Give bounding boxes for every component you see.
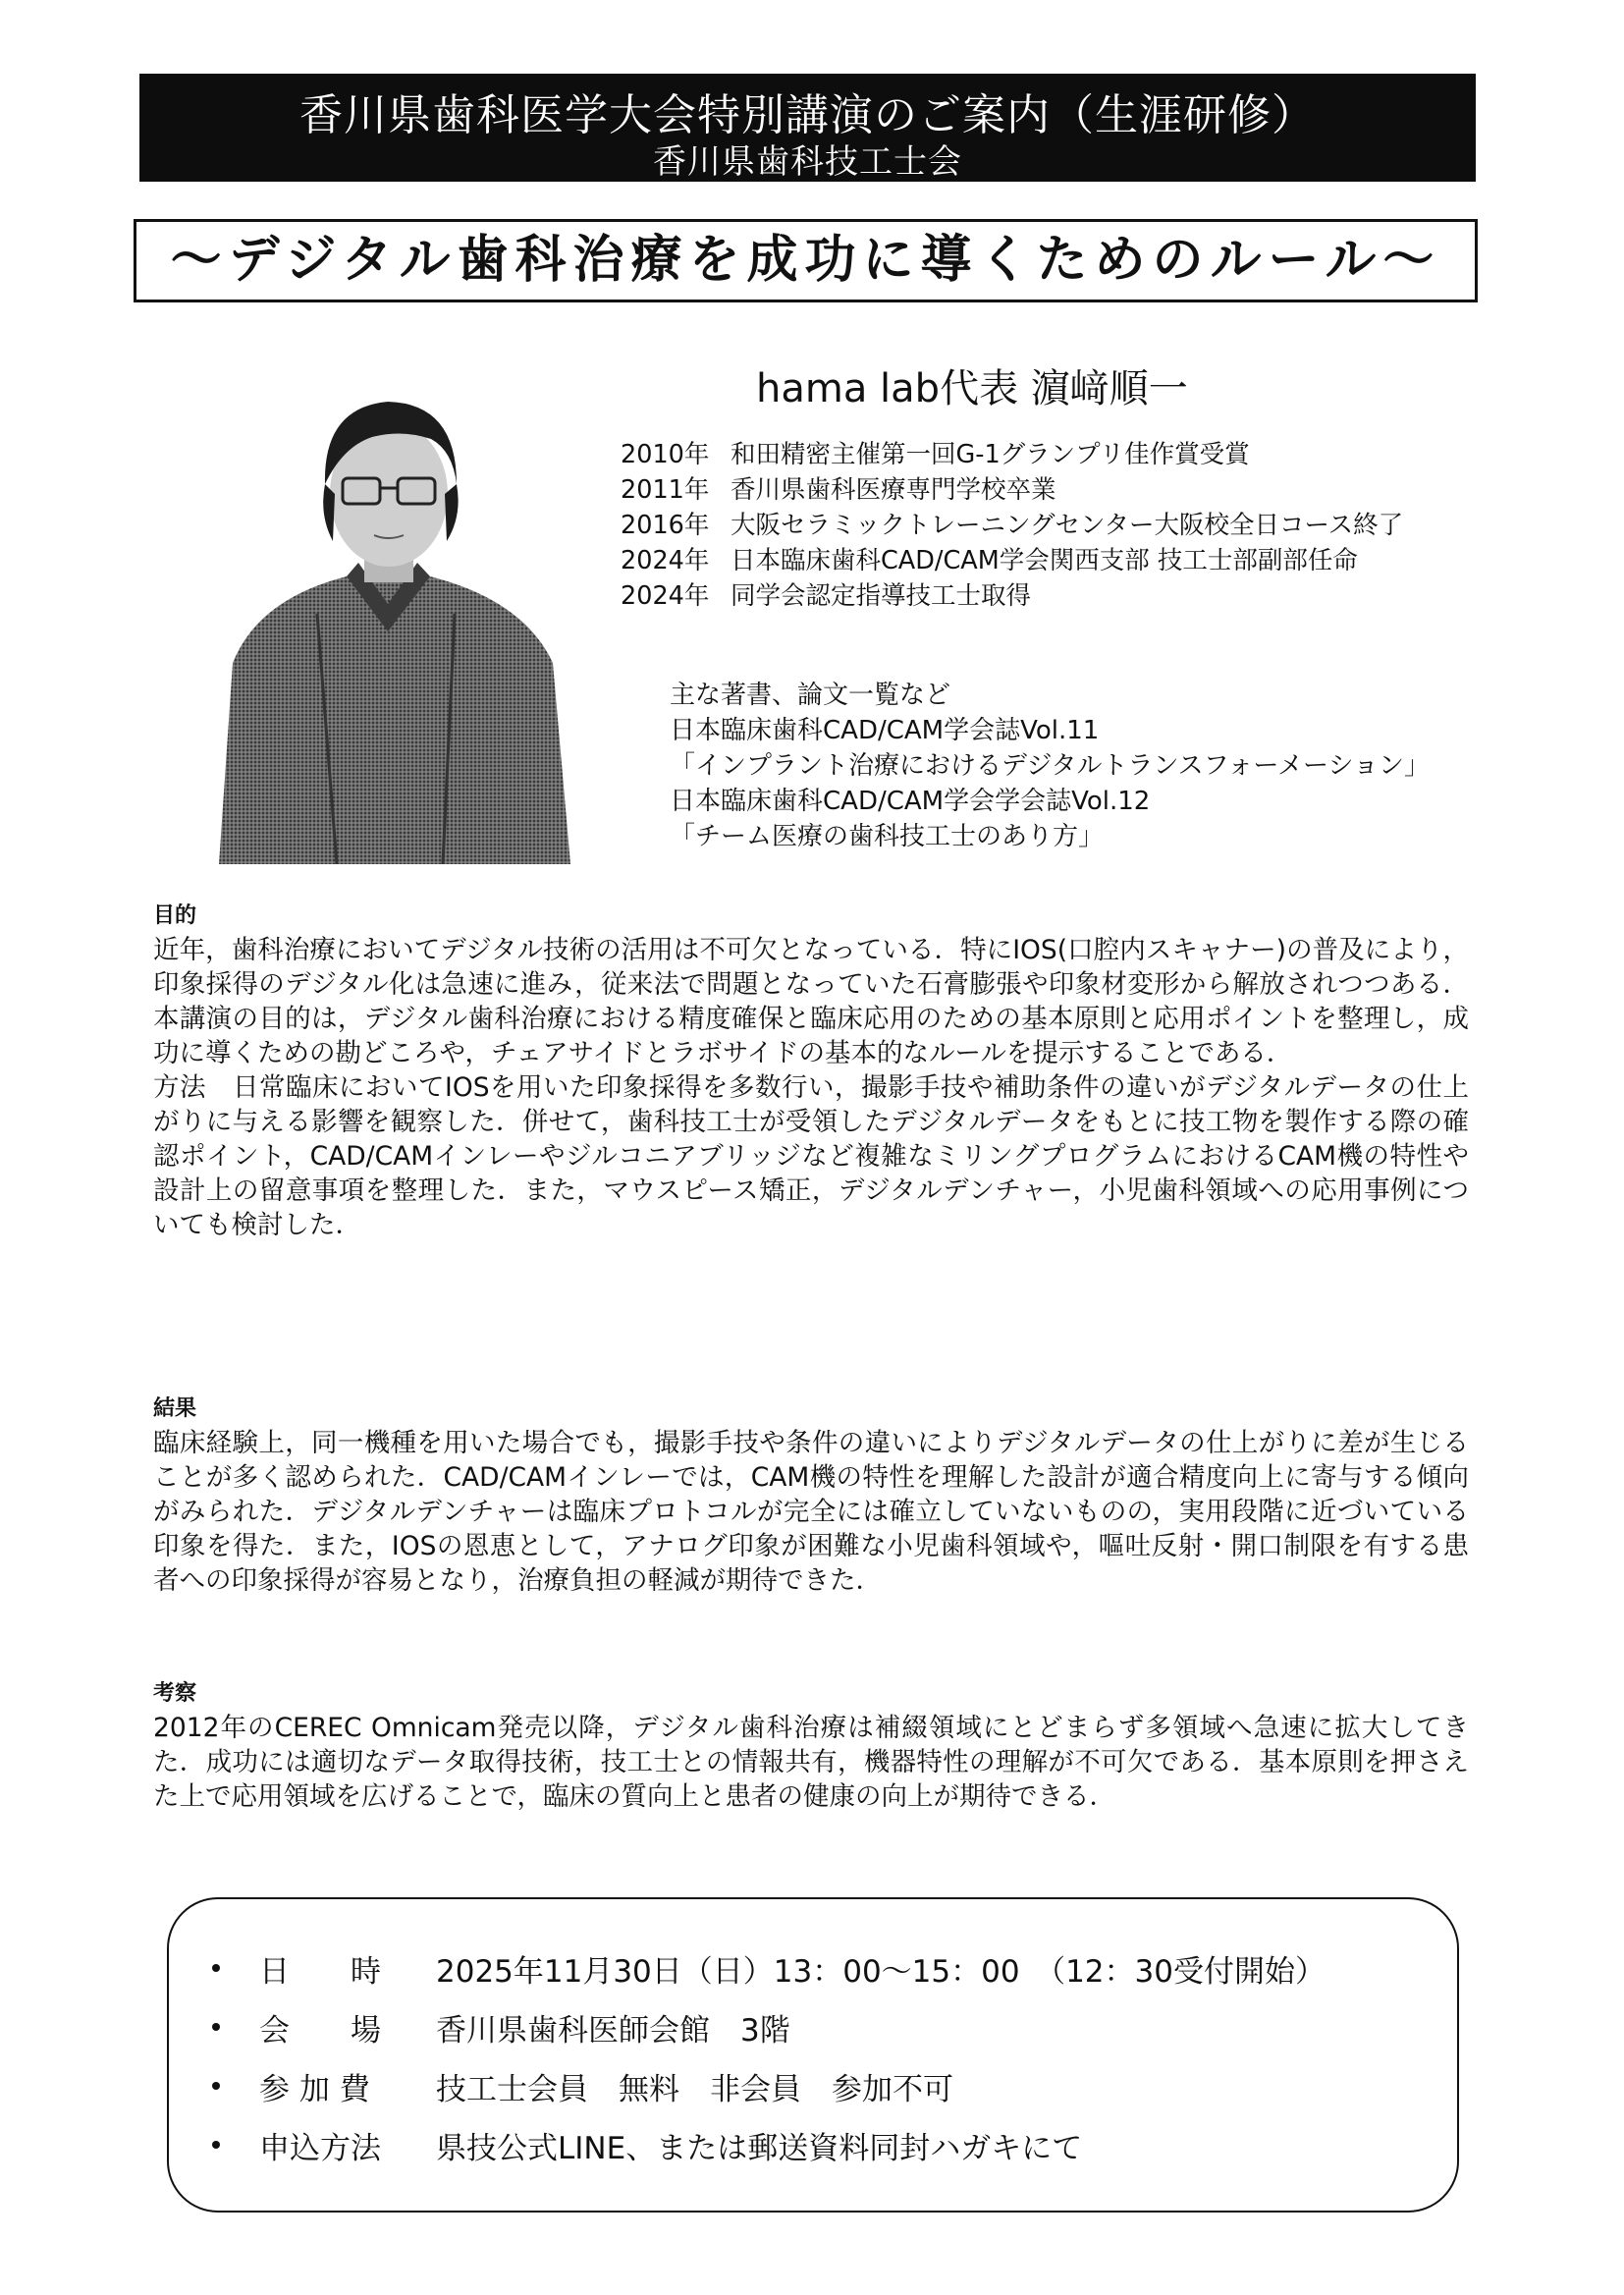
- purpose-body: 近年，歯科治療においてデジタル技術の活用は不可欠となっている．特にIOS(口腔内スキャナー)の普及により，印象採得のデジタル化は急速に進み，従来法で問題となっていた石膏膨張や印象材変形から解放されつつある．本講演の目的は，デジタル歯科治療における精度確保と臨床応用のための基本原則と応用ポイントを整理し，成功に導くための勘どころや，チェアサイドとラボサイドの基本的なルールを提示することである．: [153, 935, 1469, 1068]
- header-title: 香川県歯科医学大会特別講演のご案内（生涯研修）: [299, 90, 1316, 140]
- header-organizer: 香川県歯科技工士会: [653, 142, 962, 182]
- header-banner: [139, 74, 1476, 182]
- publication-item: 日本臨床歯科CAD/CAM学会学会誌Vol.12: [670, 787, 1151, 816]
- discussion-section: [153, 1679, 1469, 1814]
- discussion-body: 2012年のCEREC Omnicam発売以降，デジタル歯科治療は補綴領域にとどまらず多領域へ急速に拡大してきた．成功には適切なデータ取得技術，技工士との情報共有，機器特性の理解が不可欠である．基本原則を押さえた上で応用領域を広げることで，臨床の質向上と患者の健康の向上が期待できる．: [153, 1713, 1469, 1812]
- event-label: 会 場: [259, 2012, 381, 2049]
- event-fee-row: [208, 2056, 1326, 2115]
- career-item: [621, 472, 1403, 508]
- purpose-heading: 目的: [153, 903, 197, 928]
- event-application-row: [208, 2115, 1326, 2174]
- event-venue-row: [208, 1997, 1326, 2056]
- career-year: 2024年: [621, 546, 710, 575]
- career-item: [621, 578, 1403, 614]
- lecture-title: 〜デジタル歯科治療を成功に導くためのルール〜: [134, 219, 1478, 302]
- discussion-heading: 考察: [153, 1681, 197, 1706]
- career-year: 2011年: [621, 475, 710, 505]
- event-datetime-row: [208, 1939, 1326, 1997]
- career-text: 香川県歯科医療専門学校卒業: [731, 475, 1056, 505]
- publication-heading: 主な著書、論文一覧など: [670, 681, 951, 710]
- bullet-icon: [208, 2137, 224, 2153]
- publication-item: 「チーム医療の歯科技工士のあり方」: [670, 822, 1105, 851]
- purpose-section: [153, 902, 1469, 1242]
- career-text: 大阪セラミックトレーニングセンター大阪校全日コース終了: [731, 511, 1404, 540]
- career-text: 日本臨床歯科CAD/CAM学会関西支部 技工士部副部任命: [731, 546, 1358, 575]
- bullet-icon: [208, 1960, 224, 1976]
- speaker-name: hama lab代表 濵﨑順一: [756, 366, 1188, 411]
- results-body: 臨床経験上，同一機種を用いた場合でも，撮影手技や条件の違いによりデジタルデータの仕上がりに差が生じることが多く認められた．CAD/CAMインレーでは，CAM機の特性を理解した設計が適合精度向上に寄与する傾向がみられた．デジタルデンチャーは臨床プロトコルが完全には確立していないものの，実用段階に近づいている印象を得た．また，IOSの恩恵として，アナログ印象が困難な小児歯科領域や，嘔吐反射・開口制限を有する患者への印象採得が容易となり，治療負担の軽減が期待できた．: [153, 1428, 1469, 1596]
- results-section: [153, 1394, 1469, 1598]
- career-list: [621, 437, 1403, 614]
- career-item: [621, 437, 1403, 472]
- publication-item: 「インプラント治療におけるデジタルトランスフォーメーション」: [670, 751, 1431, 781]
- bullet-icon: [208, 2078, 224, 2094]
- event-label: 日 時: [259, 1953, 381, 1990]
- speaker-portrait-icon: [199, 368, 577, 864]
- career-year: 2010年: [621, 440, 710, 469]
- career-text: 同学会認定指導技工士取得: [731, 581, 1032, 611]
- career-year: 2024年: [621, 581, 710, 611]
- event-value: 技工士会員 無料 非会員 参加不可: [436, 2071, 953, 2107]
- speaker-photo: [199, 368, 577, 864]
- career-item: [621, 543, 1403, 578]
- results-heading: 結果: [153, 1396, 197, 1421]
- event-value: 香川県歯科医師会館 3階: [436, 2012, 790, 2049]
- event-label: 参 加 費: [259, 2071, 370, 2107]
- publication-item: 日本臨床歯科CAD/CAM学会誌Vol.11: [670, 716, 1100, 745]
- event-value: 2025年11月30日（日）13：00〜15：00 （12：30受付開始）: [436, 1953, 1326, 1990]
- event-label: 申込方法: [259, 2130, 381, 2166]
- method-body: 方法 日常臨床においてIOSを用いた印象採得を多数行い，撮影手技や補助条件の違いがデジタルデータの仕上がりに与える影響を観察した．併せて，歯科技工士が受領したデジタルデータをもとに技工物を製作する際の確認ポイント，CAD/CAMインレーやジルコニアブリッジなど複雑なミリングプログラムにおけるCAM機の特性や設計上の留意事項を整理した．また，マウスピース矯正，デジタルデンチャー，小児歯科領域への応用事例についても検討した．: [153, 1072, 1469, 1240]
- bullet-icon: [208, 2019, 224, 2035]
- career-year: 2016年: [621, 511, 710, 540]
- event-value: 県技公式LINE、または郵送資料同封ハガキにて: [436, 2130, 1083, 2166]
- career-text: 和田精密主催第一回G-1グランプリ佳作賞受賞: [731, 440, 1250, 469]
- career-item: [621, 508, 1403, 543]
- event-info-list: [208, 1939, 1326, 2174]
- publication-list: [670, 678, 1430, 854]
- event-info-box: [167, 1897, 1459, 2213]
